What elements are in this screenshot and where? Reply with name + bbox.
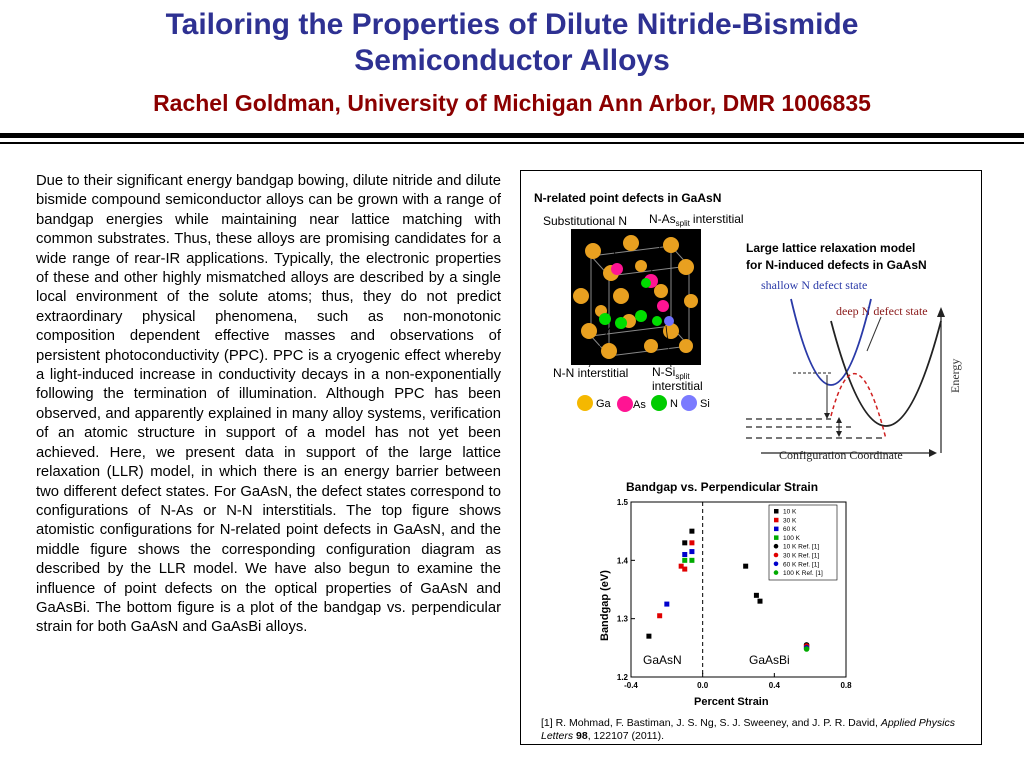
chart-point — [664, 602, 669, 607]
title-line-2: Semiconductor Alloys — [354, 44, 670, 77]
chart-region-label: GaAsBi — [749, 653, 790, 667]
chart-y-tick-label: 1.3 — [616, 614, 628, 624]
chart-legend-marker — [774, 562, 779, 567]
chart-legend-marker — [774, 570, 779, 575]
label-energy-axis: Energy — [948, 358, 962, 393]
chart-point — [682, 567, 687, 572]
chart-y-axis-label: Bandgap (eV) — [599, 570, 611, 641]
label-nn-interstitial: N-N interstitial — [553, 366, 629, 380]
header-rule-thin — [0, 142, 1024, 144]
chart-point — [682, 540, 687, 545]
chart-legend-label: 100 K — [783, 534, 800, 542]
chart-point — [743, 564, 748, 569]
chart-y-tick-label: 1.2 — [616, 673, 628, 682]
figure-svg — [521, 171, 981, 744]
crystal-structure-image — [571, 229, 701, 367]
chart-legend-marker — [774, 535, 779, 540]
ref-journal: Applied Physics Letters — [541, 717, 955, 742]
fig2-title-line-2: for N-induced defects in GaAsN — [746, 258, 927, 272]
chart-y-tick-label: 1.5 — [616, 498, 628, 507]
chart-legend-label: 30 K — [783, 517, 797, 525]
chart-legend-label: 30 K Ref. [1] — [783, 552, 820, 560]
chart-point — [689, 540, 694, 545]
chart-legend-marker — [774, 544, 779, 549]
label-nsi-sub: split — [675, 372, 690, 381]
configuration-diagram — [746, 299, 945, 457]
chart-legend-marker — [774, 509, 779, 514]
chart-x-tick-label: 0.4 — [768, 681, 780, 690]
label-substitutional-n: Substitutional N — [543, 214, 628, 228]
chart-point — [689, 549, 694, 554]
label-nas-rest: interstitial — [692, 212, 744, 226]
legend-si-label: Si — [700, 398, 710, 410]
legend-n-label: N — [670, 398, 678, 410]
label-deep-state: deep N defect state — [836, 304, 928, 318]
reference-citation — [541, 717, 971, 743]
label-nas-split — [649, 212, 744, 228]
chart-point — [657, 613, 662, 618]
chart-point — [804, 646, 810, 652]
ref-volume: 98 — [576, 730, 588, 742]
ref-authors: [1] R. Mohmad, F. Bastiman, J. S. Ng, S. J. Sweeney, and J. P. R. David, — [541, 717, 878, 729]
body-paragraph: Due to their significant energy bandgap bowing, dilute nitride and dilute bismide compound semiconductor alloys can be grown with a range of bandgap energies while maintaining near lattice matching with common substrates. Thus, these alloys are promising candidates for a wide range of rear-IR applications. Typically, the electronic properties of these and other highly mismatched alloys are described by a single local environment of the solute atoms; thus, they do not predict extraordinary physical phenomena, such as non-monotonic composition dependent effective masses and observations of persistent photoconductivity (PPC). PPC is a cryogenic effect whereby a light-induced increase in conductivity decays in a non-exponentially following the termination of illumination. Although PPC has been observed, and apparently explained in many alloy systems, verification of an atomic structure in support of a model has not yet been achieved. Here, we present data in support of the large lattice relaxation (LLR) model, in which there is an energy barrier between two different defect states. For GaAsN, the defect states correspond to configurations of N-As or N-N interstitials. The top figure shows atomistic configurations for N-related point defects in GaAsN, and the middle figure shows the corresponding configuration diagram as described by the LLR model. We have also begun to examine the influence of point defects on the optical properties of GaAsN and GaAsBi. The bottom figure is a plot of the bandgap vs. perpendicular strain for both GaAsN and GaAsBi alloys. — [36, 173, 501, 636]
figure-panel — [520, 170, 982, 745]
chart-point — [689, 529, 694, 534]
label-nas-sub: split — [675, 219, 690, 228]
chart-point — [758, 599, 763, 604]
chart-legend-marker — [774, 553, 779, 558]
chart-legend-label: 60 K — [783, 526, 797, 534]
legend-as-dot — [617, 396, 633, 412]
chart-x-tick-label: -0.4 — [624, 681, 638, 690]
chart-legend-label: 10 K Ref. [1] — [783, 543, 820, 551]
label-nsi-main: N-Si — [652, 365, 676, 379]
chart-legend-label: 100 K Ref. [1] — [783, 570, 823, 578]
chart-legend-label: 10 K — [783, 508, 797, 516]
legend-as-label: As — [633, 399, 646, 411]
chart-x-tick-label: 0.0 — [697, 681, 709, 690]
subtitle: Rachel Goldman, University of Michigan Ann Arbor, DMR 1006835 — [153, 90, 871, 116]
chart-legend-marker — [774, 527, 779, 532]
legend-ga-label: Ga — [596, 398, 611, 410]
chart-x-axis-label: Percent Strain — [694, 696, 769, 708]
label-nsi-interstitial: interstitial — [652, 379, 703, 393]
chart-point — [682, 552, 687, 557]
chart-title: Bandgap vs. Perpendicular Strain — [626, 480, 819, 494]
label-configuration-coordinate: Configuration Coordinate — [779, 448, 903, 462]
chart-point — [689, 558, 694, 563]
atom-legend — [577, 395, 710, 412]
chart-point — [754, 593, 759, 598]
fig2-title-line-1: Large lattice relaxation model — [746, 241, 916, 255]
label-shallow-state: shallow N defect state — [761, 278, 868, 292]
chart-point — [646, 634, 651, 639]
header-rule-thick — [0, 133, 1024, 138]
chart-point — [682, 558, 687, 563]
legend-si-dot — [681, 395, 697, 411]
chart-x-tick-label: 0.8 — [840, 681, 852, 690]
ref-pages-year: , 122107 (2011). — [587, 730, 664, 742]
chart-legend-label: 60 K Ref. [1] — [783, 561, 820, 569]
legend-n-dot — [651, 395, 667, 411]
title-line-1: Tailoring the Properties of Dilute Nitride-Bismide — [165, 8, 859, 41]
chart-region-label: GaAsN — [643, 653, 682, 667]
label-nas-main: N-As — [649, 212, 676, 226]
chart-y-tick-label: 1.4 — [616, 556, 628, 566]
bandgap-chart — [617, 498, 852, 690]
chart-legend-marker — [774, 518, 779, 523]
chart-legend-box — [769, 505, 837, 580]
fig1-title: N-related point defects in GaAsN — [534, 191, 722, 205]
legend-ga-dot — [577, 395, 593, 411]
